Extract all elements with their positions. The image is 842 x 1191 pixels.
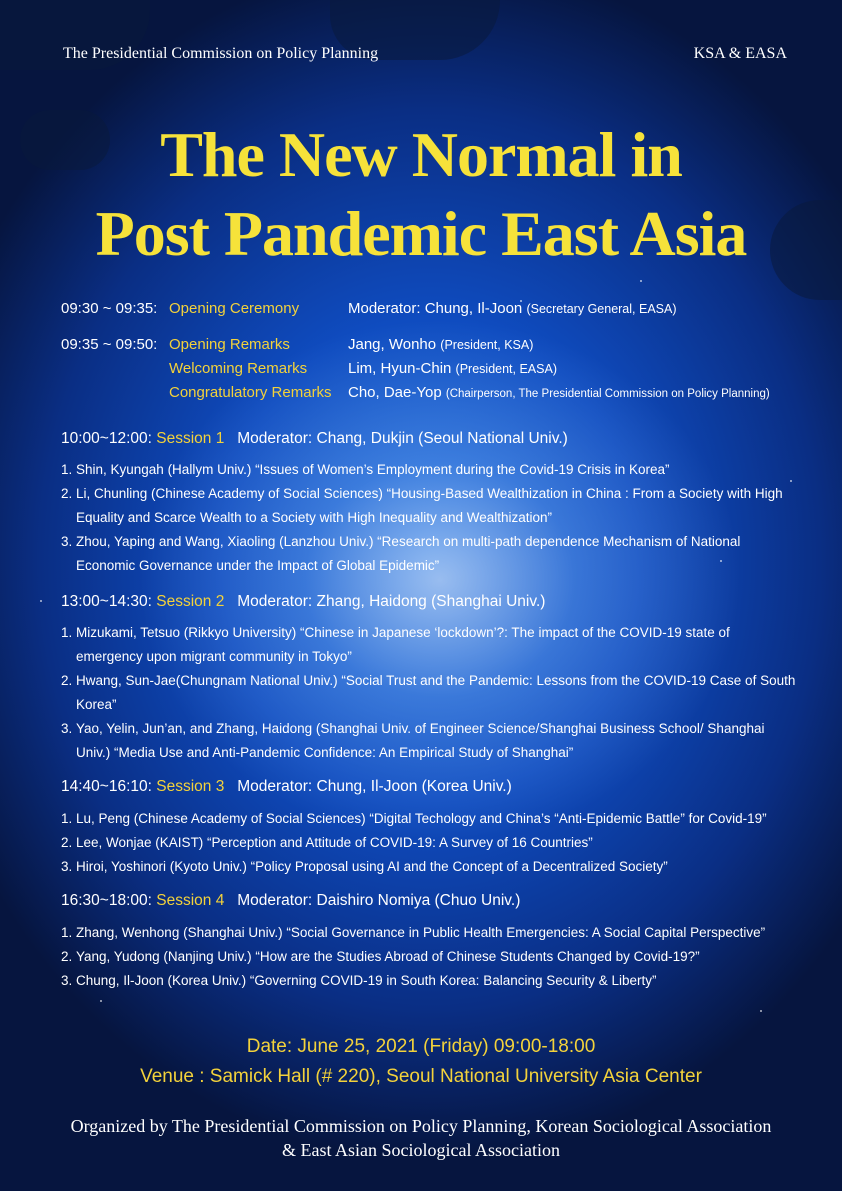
session-3-item-3 bbox=[61, 855, 796, 879]
session-4-header bbox=[61, 892, 520, 910]
item-number: 1. bbox=[61, 462, 73, 477]
session-name: Session 4 bbox=[156, 892, 225, 909]
session-4-item-1 bbox=[61, 921, 796, 945]
item-number: 2. bbox=[61, 673, 73, 688]
remarks-block bbox=[61, 333, 801, 405]
item-number: 3. bbox=[61, 721, 73, 736]
session-name: Session 2 bbox=[156, 593, 225, 610]
remarks-row-congratulatory bbox=[169, 381, 332, 405]
item-text: Li, Chunling (Chinese Academy of Social Sciences) “Housing-Based Wealthization in China : From a Society with High Equality and Scarce Wealth to a Society with High Inequality and Wealthization” bbox=[76, 486, 783, 525]
item-number: 3. bbox=[61, 973, 73, 988]
session-name: Session 1 bbox=[156, 430, 225, 447]
session-1-item-3 bbox=[61, 530, 796, 578]
item-text: Chung, Il-Joon (Korea Univ.) “Governing COVID-19 in South Korea: Balancing Security & Liberty” bbox=[76, 973, 657, 988]
organizer-line2: & East Asian Sociological Association bbox=[282, 1140, 560, 1160]
item-text: Lee, Wonjae (KAIST) “Perception and Attitude of COVID-19: A Survey of 16 Countries” bbox=[76, 835, 593, 850]
item-text: Lu, Peng (Chinese Academy of Social Sciences) “Digital Techology and China’s “Anti-Epidemic Battle” for Covid-19” bbox=[76, 811, 767, 826]
page-title-line1: The New Normal in bbox=[160, 119, 682, 190]
remarks-speaker-congratulatory bbox=[348, 381, 770, 406]
header-associations: KSA & EASA bbox=[693, 45, 787, 62]
session-2-item-1 bbox=[61, 621, 796, 669]
item-text: Zhang, Wenhong (Shanghai Univ.) “Social Governance in Public Health Emergencies: A Social Capital Perspective” bbox=[76, 925, 766, 940]
remarks-speaker-name: Cho, Dae-Yop bbox=[348, 384, 442, 401]
item-number: 1. bbox=[61, 925, 73, 940]
remarks-time: 09:35 ~ 09:50: bbox=[61, 336, 158, 353]
session-1-item-1 bbox=[61, 458, 796, 482]
session-time: 13:00~14:30: bbox=[61, 593, 152, 610]
session-3-header bbox=[61, 778, 512, 796]
opening-ceremony-moderator bbox=[348, 297, 677, 321]
star-dot bbox=[100, 1000, 102, 1002]
session-moderator: Moderator: Chung, Il-Joon (Korea Univ.) bbox=[237, 778, 512, 795]
remarks-label: Welcoming Remarks bbox=[169, 360, 308, 377]
header-organization: The Presidential Commission on Policy Planning bbox=[63, 45, 379, 62]
opening-ceremony-label: Opening Ceremony bbox=[169, 300, 300, 317]
remarks-speaker-affiliation: (President, KSA) bbox=[440, 338, 534, 352]
item-number: 1. bbox=[61, 625, 73, 640]
session-moderator: Moderator: Chang, Dukjin (Seoul National Univ.) bbox=[237, 430, 568, 447]
event-venue: Venue : Samick Hall (# 220), Seoul National University Asia Center bbox=[140, 1066, 702, 1087]
session-1-item-2 bbox=[61, 482, 796, 530]
session-name: Session 3 bbox=[156, 778, 225, 795]
remarks-row-opening bbox=[169, 333, 290, 357]
remarks-speaker-opening bbox=[348, 333, 533, 357]
star-dot bbox=[640, 280, 642, 282]
session-3-item-1 bbox=[61, 807, 796, 831]
remarks-row-welcoming bbox=[169, 357, 307, 381]
remarks-speaker-name: Lim, Hyun-Chin bbox=[348, 360, 452, 377]
item-text: Yang, Yudong (Nanjing Univ.) “How are the Studies Abroad of Chinese Students Changed by Covid-19?” bbox=[76, 949, 700, 964]
item-number: 3. bbox=[61, 534, 73, 549]
session-2-item-3 bbox=[61, 717, 796, 765]
remarks-speaker-name: Jang, Wonho bbox=[348, 336, 437, 353]
item-text: Mizukami, Tetsuo (Rikkyo University) “Chinese in Japanese ‘lockdown’?: The impact of the COVID-19 state of emergency upon migrant community in Tokyo” bbox=[76, 625, 730, 664]
item-text: Hwang, Sun-Jae(Chungnam National Univ.) “Social Trust and the Pandemic: Lessons from the COVID-19 Case of South Korea” bbox=[76, 673, 796, 712]
session-1-header bbox=[61, 430, 568, 448]
session-4-item-2 bbox=[61, 945, 796, 969]
item-text: Yao, Yelin, Jun’an, and Zhang, Haidong (Shanghai Univ. of Engineer Science/Shanghai Business School/ Shanghai Univ.) “Media Use and Anti-Pandemic Confidence: An Empirical Study of Shanghai” bbox=[76, 721, 765, 760]
organizer-line1: Organized by The Presidential Commission on Policy Planning, Korean Sociological Association bbox=[70, 1116, 772, 1136]
session-2-item-2 bbox=[61, 669, 796, 717]
session-time: 10:00~12:00: bbox=[61, 430, 152, 447]
remarks-speaker-affiliation: (President, EASA) bbox=[455, 362, 557, 376]
session-3-item-2 bbox=[61, 831, 796, 855]
page-title-line2: Post Pandemic East Asia bbox=[95, 198, 747, 269]
remarks-speaker-affiliation: (Chairperson, The Presidential Commission on Policy Planning) bbox=[445, 388, 770, 400]
item-number: 2. bbox=[61, 949, 73, 964]
session-moderator: Moderator: Daishiro Nomiya (Chuo Univ.) bbox=[237, 892, 521, 909]
item-number: 3. bbox=[61, 859, 73, 874]
item-text: Shin, Kyungah (Hallym Univ.) “Issues of Women’s Employment during the Covid-19 Crisis in Korea” bbox=[76, 462, 670, 477]
opening-ceremony-row bbox=[61, 297, 801, 321]
star-dot bbox=[40, 600, 42, 602]
item-text: Hiroi, Yoshinori (Kyoto Univ.) “Policy Proposal using AI and the Concept of a Decentralized Society” bbox=[76, 859, 668, 874]
session-4-item-3 bbox=[61, 969, 796, 993]
session-time: 16:30~18:00: bbox=[61, 892, 152, 909]
event-date: Date: June 25, 2021 (Friday) 09:00-18:00 bbox=[246, 1036, 596, 1057]
item-number: 2. bbox=[61, 835, 73, 850]
item-number: 2. bbox=[61, 486, 73, 501]
session-time: 14:40~16:10: bbox=[61, 778, 152, 795]
remarks-speaker-welcoming bbox=[348, 357, 557, 381]
opening-moderator-name: Moderator: Chung, Il-Joon bbox=[348, 300, 523, 317]
remarks-label: Congratulatory Remarks bbox=[169, 384, 332, 401]
item-text: Zhou, Yaping and Wang, Xiaoling (Lanzhou Univ.) “Research on multi-path dependence Mechanism of National Economic Governance under the Impact of Global Epidemic” bbox=[76, 534, 741, 573]
item-number: 1. bbox=[61, 811, 73, 826]
session-2-header bbox=[61, 593, 545, 611]
star-dot bbox=[760, 1010, 762, 1012]
opening-time: 09:30 ~ 09:35: bbox=[61, 300, 158, 317]
session-moderator: Moderator: Zhang, Haidong (Shanghai Univ.) bbox=[237, 593, 546, 610]
remarks-label: Opening Remarks bbox=[169, 336, 290, 353]
opening-moderator-affiliation: (Secretary General, EASA) bbox=[526, 302, 677, 316]
